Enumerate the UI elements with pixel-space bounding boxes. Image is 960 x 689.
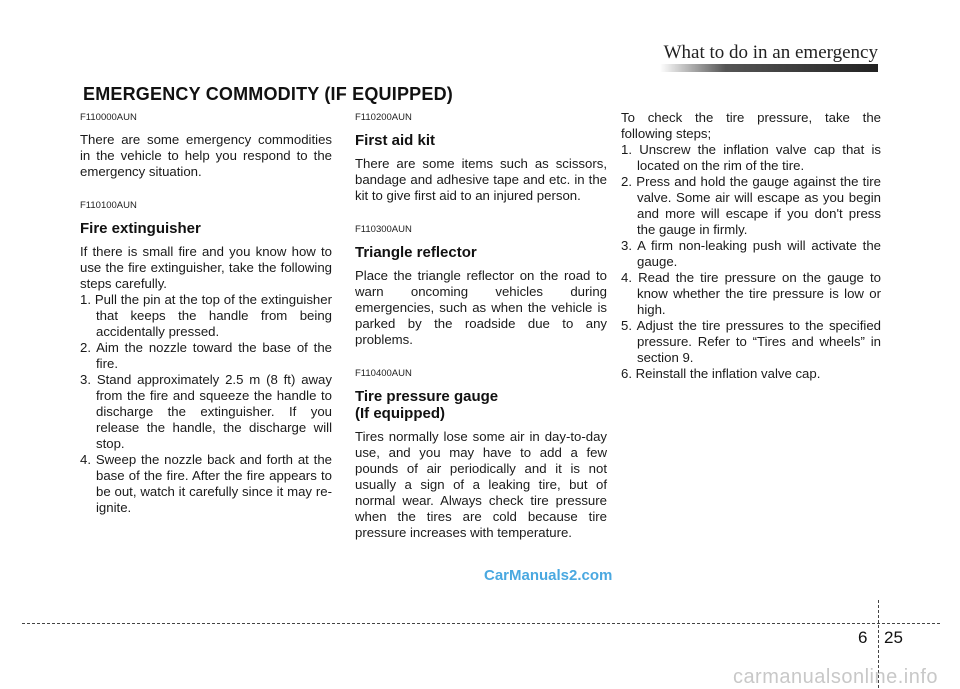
fire-extinguisher-heading: Fire extinguisher [80, 220, 201, 237]
triangle-reflector-heading: Triangle reflector [355, 244, 477, 261]
gauge-code: F110400AUN [355, 368, 412, 379]
chapter-number: 6 [858, 628, 868, 647]
first-aid-paragraph: There are some items such as scissors, bandage and adhesive tape and etc. in the kit to give first aid to an injured person. [355, 156, 607, 203]
fire-steps-list [80, 292, 332, 516]
list-item: 4. Sweep the nozzle back and forth at the base of the fire. After the fire appears to be out, watch it carefully since it may re-ignite. [80, 452, 332, 515]
tire-gauge-heading-line2: (If equipped) [355, 405, 445, 422]
gauge-paragraph: Tires normally lose some air in day-to-day use, and you may have to add a few pounds of air periodically and it is not usually a sign of a leaking tire, but of normal wear. Always check tire pressure when the tires are cold because tire pressure increases with temperature. [355, 429, 607, 540]
intro-code: F110000AUN [80, 112, 137, 123]
list-item: 3. Stand approximately 2.5 m (8 ft) away from the fire and squeeze the handle to discharge the extinguisher. If you release the handle, the discharge will stop. [80, 372, 332, 451]
list-item: 6. Reinstall the inflation valve cap. [621, 366, 821, 381]
column-1 [80, 110, 332, 516]
tire-gauge-heading-line1: Tire pressure gauge [355, 388, 499, 405]
section-title: EMERGENCY COMMODITY (IF EQUIPPED) [83, 84, 453, 104]
column-2 [355, 110, 607, 541]
list-item: 2. Press and hold the gauge against the tire valve. Some air will escape as you begin and more will escape if you don't press the gauge in firmly. [621, 174, 881, 237]
firstaid-code: F110200AUN [355, 112, 412, 123]
list-item: 4. Read the tire pressure on the gauge to know whether the tire pressure is low or high. [621, 270, 881, 317]
tire-check-intro: To check the tire pressure, take the following steps; [621, 110, 881, 141]
triangle-code: F110300AUN [355, 224, 412, 235]
list-item: 1. Unscrew the inflation valve cap that is located on the rim of the tire. [621, 142, 881, 173]
triangle-paragraph: Place the triangle reflector on the road to warn oncoming vehicles during emergencies, such as when the vehicle is parked by the roadside due to any problems. [355, 268, 607, 347]
footer-divider [22, 623, 940, 624]
tire-check-steps [621, 142, 881, 382]
watermark-link[interactable]: CarManuals2.com [484, 567, 613, 584]
list-item: 5. Adjust the tire pressures to the specified pressure. Refer to “Tires and wheels” in section 9. [621, 318, 881, 365]
chapter-title: What to do in an emergency [663, 42, 878, 63]
tire-gauge-heading [355, 388, 607, 422]
intro-paragraph: There are some emergency commodities in the vehicle to help you respond to the emergency situation. [80, 132, 332, 179]
header-bar [660, 64, 878, 72]
fire-code: F110100AUN [80, 200, 137, 211]
list-item: 3. A firm non-leaking push will activate the gauge. [621, 238, 881, 269]
list-item: 2. Aim the nozzle toward the base of the fire. [80, 340, 332, 371]
page-number: 25 [884, 628, 903, 647]
fire-paragraph: If there is small fire and you know how to use the fire extinguisher, take the following steps carefully. [80, 244, 332, 291]
first-aid-heading: First aid kit [355, 132, 436, 149]
column-3 [621, 110, 881, 382]
footer-watermark: carmanualsonline.info [732, 666, 938, 688]
list-item: 1. Pull the pin at the top of the extinguisher that keeps the handle from being accidentally pressed. [80, 292, 332, 339]
